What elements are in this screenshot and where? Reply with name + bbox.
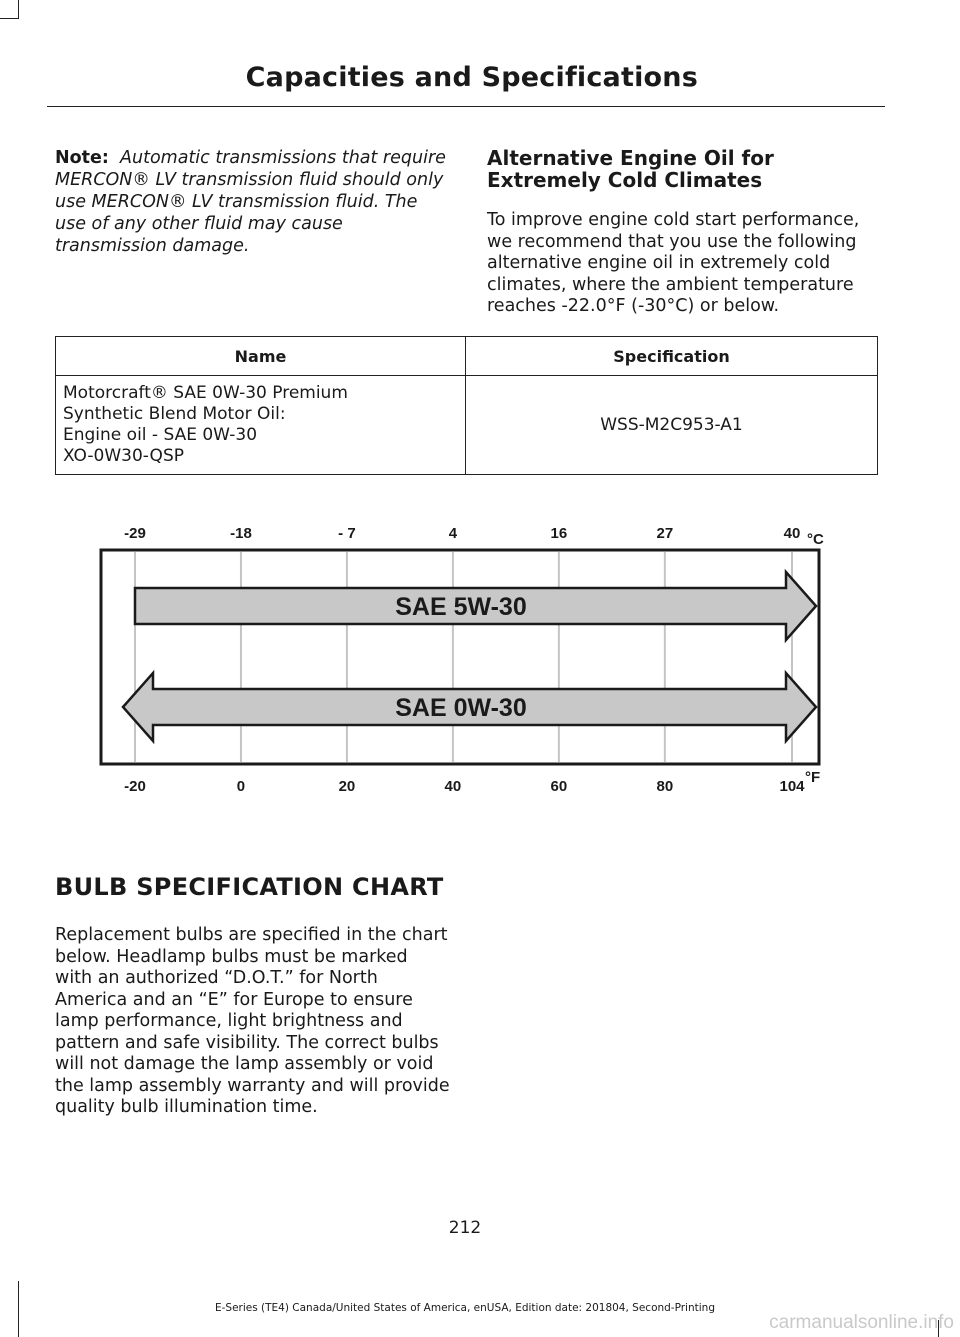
note-block	[55, 147, 450, 257]
oil-temperature-chart	[95, 515, 840, 805]
celsius-tick-label: 27	[656, 525, 674, 542]
fahrenheit-tick-label: 20	[338, 778, 356, 795]
oil-name-line: Motorcraft® SAE 0W-30 Premium	[63, 383, 348, 403]
alt-oil-heading: Alternative Engine Oil for Extremely Cold Climates	[487, 146, 774, 192]
fahrenheit-tick-label: 80	[656, 778, 674, 795]
title-rule	[47, 106, 885, 107]
table-row	[56, 376, 878, 475]
oil-name-line: Engine oil - SAE 0W-30	[63, 425, 258, 445]
alt-oil-body: To improve engine cold start performance, we recommend that you use the following alternative engine oil in extremely cold climates, where the ambient temperature reaches -22.0°F (-30°C) or below.	[487, 210, 860, 316]
header-specification: Specification	[466, 337, 878, 376]
oil-spec-table	[55, 336, 878, 475]
table-header-row	[56, 337, 878, 376]
page-title: Capacities and Specifications	[245, 62, 698, 93]
fahrenheit-tick-label: 40	[444, 778, 462, 795]
page-number: 212	[448, 1218, 482, 1238]
fahrenheit-tick-label: -20	[124, 778, 146, 795]
oil-grade-label: SAE 5W-30	[395, 593, 527, 621]
oil-name-cell	[56, 376, 466, 475]
note-text: Automatic transmissions that require MERCON® LV transmission fluid should only use MERCON® LV transmission fluid. The use of any other fluid may cause transmission damage.	[55, 148, 446, 256]
fahrenheit-unit-label: °F	[805, 769, 821, 786]
fahrenheit-tick-label: 104	[779, 778, 805, 795]
header-name: Name	[56, 337, 466, 376]
transmission-note	[55, 147, 450, 257]
oil-grade-label: SAE 0W-30	[395, 694, 527, 722]
celsius-tick-label: 40	[783, 525, 801, 542]
celsius-tick-label: -18	[230, 525, 252, 542]
bulb-chart-heading: BULB SPECIFICATION CHART	[55, 873, 444, 901]
celsius-tick-label: 4	[448, 525, 458, 542]
celsius-tick-label: -29	[124, 525, 146, 542]
crop-mark-top-left-v	[18, 0, 19, 19]
oil-name-line: Synthetic Blend Motor Oil:	[63, 404, 286, 424]
alt-oil-block	[487, 147, 882, 318]
note-label: Note:	[55, 148, 109, 168]
fahrenheit-tick-label: 0	[236, 778, 246, 795]
celsius-unit-label: °C	[807, 531, 824, 548]
oil-spec-cell: WSS-M2C953-A1	[466, 376, 878, 475]
watermark: carmanualsonline.info	[769, 1312, 954, 1333]
chart-frame	[101, 550, 819, 764]
fahrenheit-tick-label: 60	[550, 778, 568, 795]
bulb-body: Replacement bulbs are specified in the chart below. Headlamp bulbs must be marked with an authorized “D.O.T.” for North America and an “E” for Europe to ensure lamp performance, light brightness and pattern and safe visibility. The correct bulbs will not damage the lamp assembly or void the lamp assembly warranty and will provide quality bulb illumination time.	[55, 925, 450, 1117]
celsius-tick-label: 16	[550, 525, 568, 542]
celsius-tick-label: - 7	[338, 525, 356, 542]
edition-footer: E-Series (TE4) Canada/United States of America, enUSA, Edition date: 201804, Second-Printing	[214, 1302, 715, 1314]
oil-name-line: XO-0W30-QSP	[63, 446, 184, 466]
crop-mark-top-left-h	[0, 18, 19, 19]
